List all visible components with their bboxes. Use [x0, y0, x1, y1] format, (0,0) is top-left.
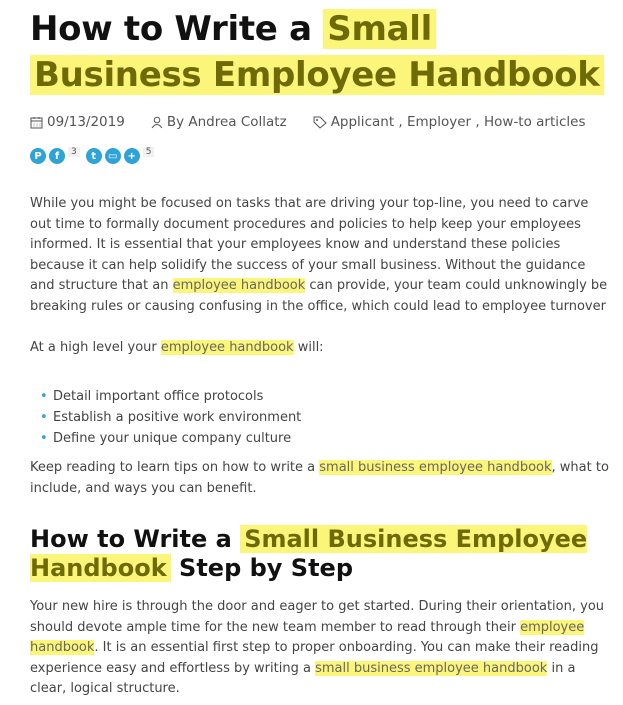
title-text: How to Write a: [30, 9, 324, 49]
author-text[interactable]: By Andrea Collatz: [166, 114, 287, 130]
high-level-text-1: At a high level your: [30, 340, 161, 355]
list-item: • Detail important office protocols: [40, 386, 301, 407]
share-bar: [30, 148, 160, 164]
small-business-handbook-link[interactable]: small business employee handbook: [319, 460, 552, 475]
user-icon: [151, 116, 163, 129]
pinterest-icon[interactable]: P: [30, 148, 46, 164]
meta-date: [30, 114, 125, 130]
calendar-icon: [30, 116, 43, 129]
keep-reading-text-2: , what to include, and ways you can benefit.: [30, 460, 609, 496]
meta-author[interactable]: [151, 114, 287, 130]
section-heading-text-1: How to Write a: [30, 525, 241, 553]
small-business-handbook-link[interactable]: small business employee handbook: [315, 660, 548, 676]
article-meta: [30, 114, 612, 130]
list-item: • Establish a positive work environment: [40, 407, 301, 428]
section-paragraph: [30, 597, 610, 700]
employee-handbook-link[interactable]: employee handbook: [30, 619, 585, 655]
employee-handbook-link[interactable]: employee handbook: [172, 278, 306, 293]
article-title: [30, 6, 620, 98]
list-item: • Define your unique company culture: [40, 428, 301, 449]
section-heading: [30, 525, 610, 583]
plus-icon[interactable]: +: [124, 148, 140, 164]
meta-categories[interactable]: [313, 114, 586, 130]
intro-paragraph: [30, 194, 610, 317]
title-highlight-1: Small: [323, 9, 436, 49]
employee-handbook-link[interactable]: employee handbook: [160, 340, 294, 355]
date-text: 09/13/2019: [47, 114, 125, 130]
section-text-1: Your new hire is through the door and eager to get started. During their orientation, you should devote ample time for the new team member to read through their: [30, 599, 605, 635]
benefits-list: [40, 386, 301, 449]
tag-icon: [313, 116, 327, 129]
high-level-text-2: will:: [293, 340, 324, 355]
print-icon[interactable]: ▭: [105, 148, 121, 164]
title-highlight-2: Business Employee Handbook: [30, 55, 604, 95]
section-text-3: in a clear, logical structure.: [30, 660, 576, 696]
facebook-icon[interactable]: f: [49, 148, 65, 164]
keep-reading-paragraph: [30, 458, 610, 499]
categories-text[interactable]: Applicant , Employer , How-to articles: [330, 114, 586, 130]
more-count: 5: [143, 147, 155, 157]
intro-text-2: can provide, your team could unknowingly be breaking rules or causing confusing in the office, which could lead to employee turnover: [30, 278, 608, 314]
keep-reading-text-1: Keep reading to learn tips on how to write a: [30, 460, 320, 475]
high-level-paragraph: [30, 338, 610, 359]
facebook-count: 3: [68, 147, 80, 157]
intro-text-1: While you might be focused on tasks that are driving your top-line, you need to carve out time to formally document procedures and policies to help keep your employees informed. It is essential that your employees know and understand these policies because it can help solidify the success of your small business. Without the guidance and structure that an: [30, 196, 589, 293]
section-text-2: . It is an essential first step to proper onboarding. You can make their reading experience easy and effortless by writing a: [30, 640, 599, 676]
section-heading-text-2: Step by Step: [170, 554, 353, 582]
twitter-icon[interactable]: t: [86, 148, 102, 164]
section-heading-highlight: Small Business Employee Handbook: [30, 525, 588, 582]
